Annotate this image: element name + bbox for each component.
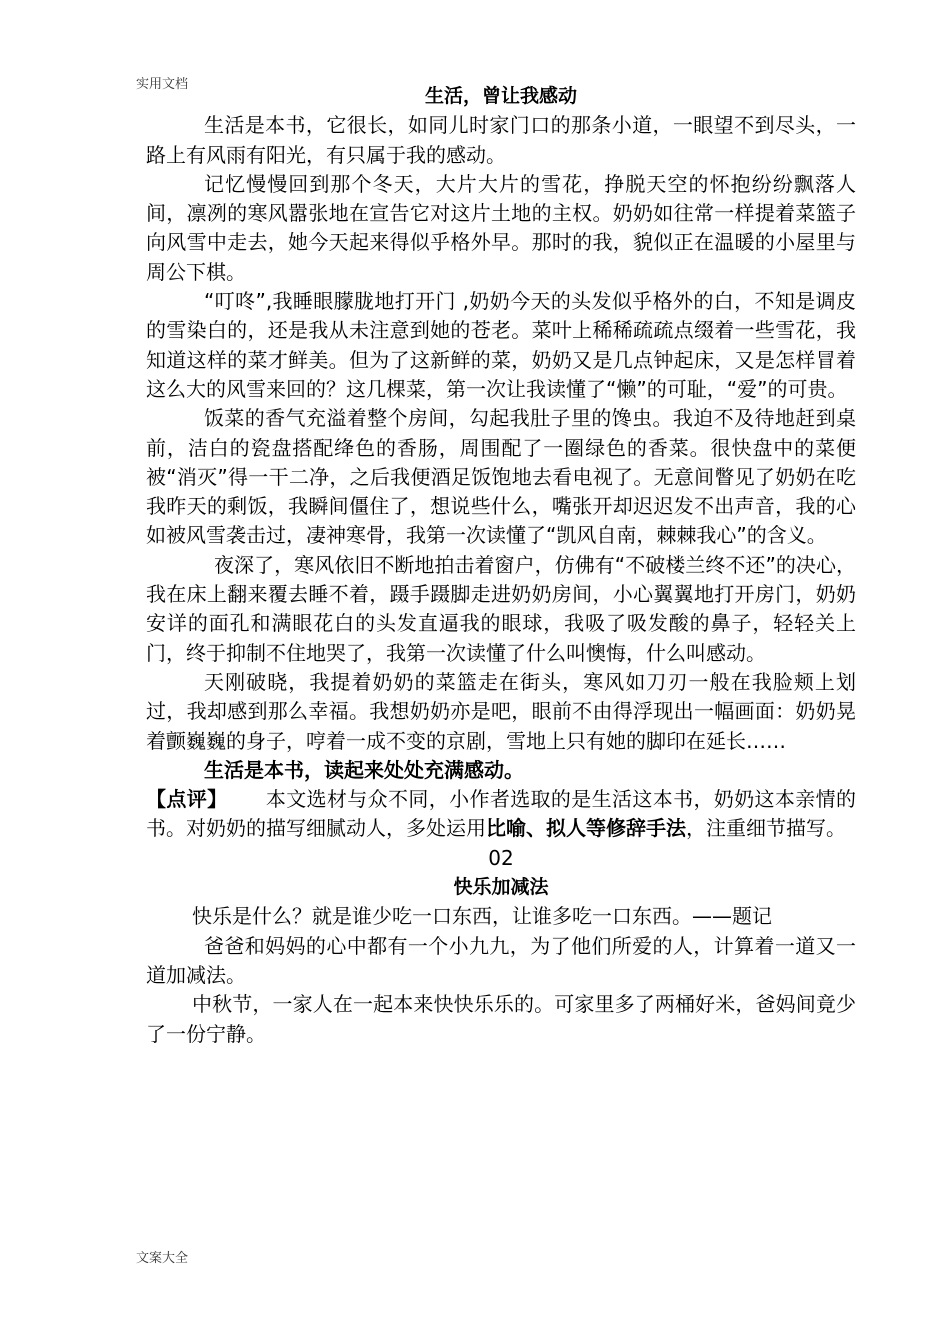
comment-text: 本文选材与众不同，小作者选取的是生活这本书，奶奶这本亲情的书。对奶奶的描写细腻动人，多处运用 xyxy=(146,787,857,841)
essay1-comment xyxy=(146,785,856,844)
essay2-paragraph-2: 中秋节，一家人在一起本来快快乐乐的。可家里多了两桶好米，爸妈间竟少了一份宁静。 xyxy=(146,992,856,1046)
essay1-paragraph-5: 夜深了，寒风依旧不断地拍击着窗户，仿佛有“不破楼兰终不还”的决心，我在床上翻来覆去睡不着，蹑手蹑脚走进奶奶房间，小心翼翼地打开房门，奶奶安详的面孔和满眼花白的头发直逼我的眼球，我吸了吸发酸的鼻子，轻轻关上门，终于抑制不住地哭了，我第一次读懂了什么叫懊悔，什么叫感动。 xyxy=(146,552,856,665)
page-footer-label: 文案大全 xyxy=(136,1251,189,1266)
essay1-paragraph-1: 生活是本书，它很长，如同儿时家门口的那条小道，一眼望不到尽头，一路上有风雨有阳光，有只属于我的感动。 xyxy=(146,113,856,167)
essay1-paragraph-3: “叮咚”,我睡眼朦胧地打开门 ,奶奶今天的头发似乎格外的白，不知是调皮的雪染白的，还是我从未注意到她的苍老。菜叶上稀稀疏疏点缀着一些雪花，我知道这样的菜才鲜美。但为了这新鲜的菜，奶奶又是几点钟起床，又是怎样冒着这么大的风雪来回的？这几棵菜，第一次让我读懂了“懒”的可耻，“爱”的可贵。 xyxy=(146,289,856,401)
essay2-epigraph: 快乐是什么？就是谁少吃一口东西，让谁多吃一口东西。——题记 xyxy=(192,904,772,929)
document-body xyxy=(146,82,856,1049)
comment-tail-text: ，注重细节描写。 xyxy=(686,816,846,841)
essay2-paragraph-1: 爸爸和妈妈的心中都有一个小九九，为了他们所爱的人，计算着一道又一道加减法。 xyxy=(146,933,856,987)
page-header-label: 实用文档 xyxy=(136,77,189,92)
comment-bold-text: 比喻、拟人等修辞手法 xyxy=(486,816,686,841)
essay1-title: 生活，曾让我感动 xyxy=(424,85,577,107)
essay1-paragraph-6: 天刚破晓，我提着奶奶的菜篮走在街头，寒风如刀刃一般在我脸颊上划过，我却感到那么幸福。我想奶奶亦是吧，眼前不由得浮现出一幅画面：奶奶晃着颤巍巍的身子，哼着一成不变的京剧，雪地上只有她的脚印在延长…… xyxy=(146,669,856,753)
essay2-number: 02 xyxy=(488,845,514,870)
essay1-paragraph-4: 饭菜的香气充溢着整个房间，勾起我肚子里的馋虫。我迫不及待地赶到桌前，洁白的瓷盘搭配绛色的香肠，周围配了一圈绿色的香菜。很快盘中的菜便被“消灭”得一干二净，之后我便酒足饭饱地去看电视了。无意间瞥见了奶奶在吃我昨天的剩饭，我瞬间僵住了，想说些什么，嘴张开却迟迟发不出声音，我的心如被风雪袭击过，凄神寒骨，我第一次读懂了“凯风自南，棘棘我心”的含义。 xyxy=(146,406,856,548)
essay2-title: 快乐加减法 xyxy=(453,876,549,899)
essay1-conclusion: 生活是本书，读起来处处充满感动。 xyxy=(204,757,524,782)
comment-label: 【点评】 xyxy=(146,787,228,812)
essay1-paragraph-2: 记忆慢慢回到那个冬天，大片大片的雪花，挣脱天空的怀抱纷纷飘落人间，凛冽的寒风嚣张地在宣告它对这片土地的主权。奶奶如往常一样提着菜篮子向风雪中走去，她今天起来得似乎格外早。那时的我，貌似正在温暖的小屋里与周公下棋。 xyxy=(146,171,856,284)
